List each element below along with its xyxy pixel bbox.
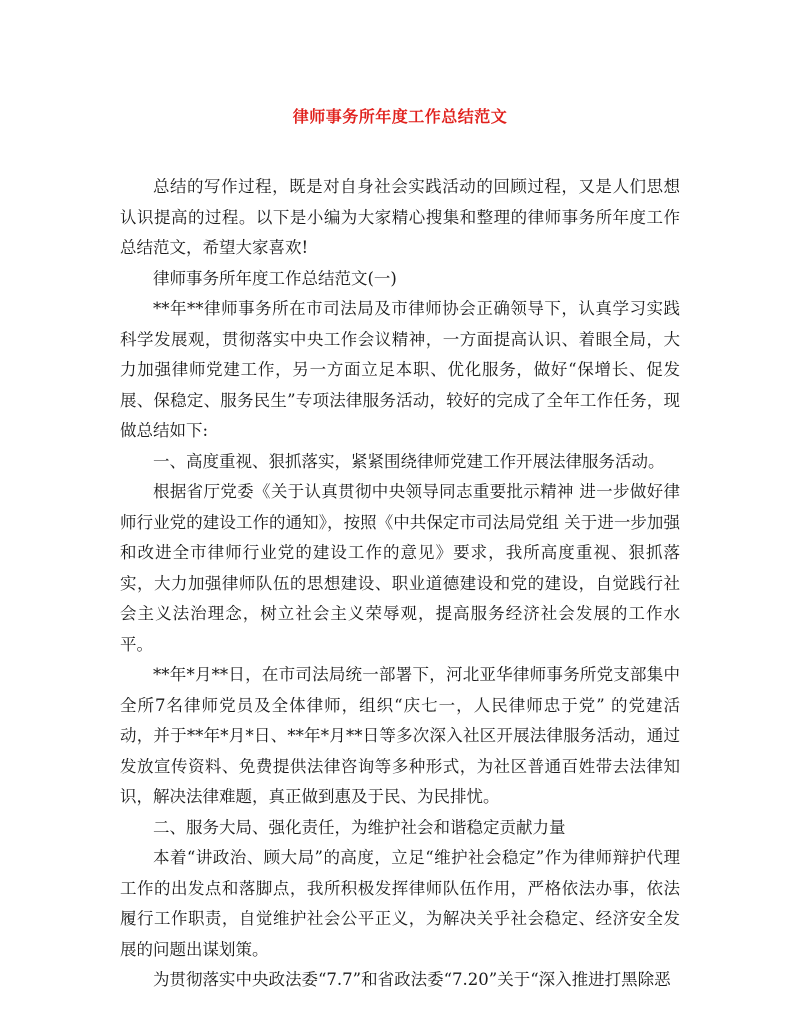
paragraph-anti-crime: 为贯彻落实中央政法委“7.7”和省政法委“7.20”关于“深入推进打黑除恶 <box>153 970 671 989</box>
document-body <box>120 172 680 996</box>
paragraph-subtitle: 律师事务所年度工作总结范文(一) <box>153 268 397 288</box>
document-title: 律师事务所年度工作总结范文 <box>292 107 508 126</box>
paragraph-intro: 总结的写作过程，既是对自身社会实践活动的回顾过程，又是人们思想认识提高的过程。以下是小编为大家精心搜集和整理的律师事务所年度工作总结范文，希望大家喜欢! <box>120 177 680 257</box>
section-heading-1: 一、高度重视、狠抓落实，紧紧围绕律师党建工作开展法律服务活动。 <box>153 451 665 471</box>
paragraph-party-building: 根据省厅党委《关于认真贯彻中央领导同志重要批示精神 进一步做好律师行业党的建设工作的通知》，按照《中共保定市司法局党组 关于进一步加强和改进全市律师行业党的建设工作的意见》要求，我所高度重视、狠抓落实，大力加强律师队伍的思想建设、职业道德建设和党的建设，自觉践行社会主义法治理念，树立社会主义荣辱观，提高服务经济社会发展的工作水平。 <box>120 482 680 654</box>
paragraph-community-service: **年*月**日，在市司法局统一部署下，河北亚华律师事务所党支部集中全所7名律师党员及全体律师，组织“庆七一，人民律师忠于党” 的党建活动，并于**年*月*日、**年*月**日等多次深入社区开展法律服务活动，通过发放宣传资料、免费提供法律咨询等多种形式，为社区普通百姓带去法律知识，解决法律难题，真正做到惠及于民、为民排忧。 <box>120 665 680 806</box>
paragraph-overview: **年**律师事务所在市司法局及市律师协会正确领导下，认真学习实践科学发展观，贯彻落实中央工作会议精神，一方面提高认识、着眼全局，大力加强律师党建工作，另一方面立足本职、优化服务，做好“保增长、促发展、保稳定、服务民生”专项法律服务活动，较好的完成了全年工作任务，现做总结如下: <box>120 299 680 440</box>
paragraph-stability: 本着“讲政治、顾大局”的高度，立足“维护社会稳定”作为律师辩护代理工作的出发点和落脚点，我所积极发挥律师队伍作用，严格依法办事，依法履行工作职责，自觉维护社会公平正义，为解决关乎社会稳定、经济安全发展的问题出谋划策。 <box>120 848 680 959</box>
section-heading-2: 二、服务大局、强化责任，为维护社会和谐稳定贡献力量 <box>153 817 566 837</box>
